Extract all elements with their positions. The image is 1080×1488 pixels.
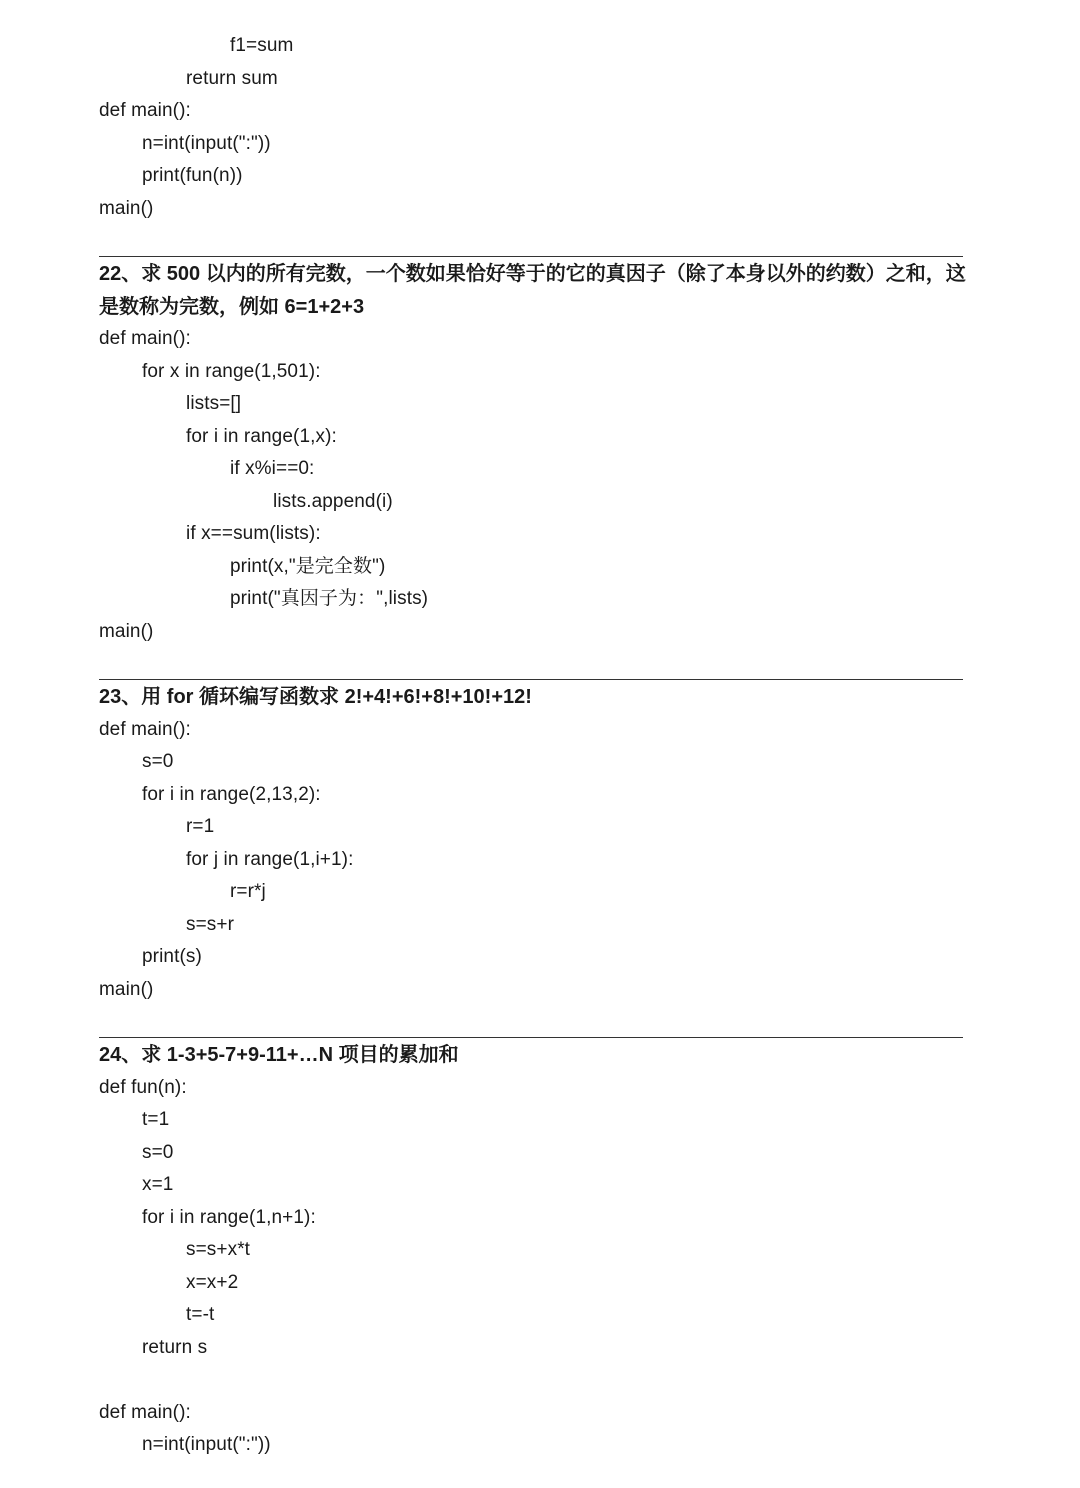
- problem-24-heading: 24、求 1-3+5-7+9-11+…N 项目的累加和: [99, 1044, 459, 1066]
- code-line: s=0: [142, 1142, 174, 1163]
- code-line: for i in range(1,n+1):: [142, 1207, 316, 1228]
- code-line: def main():: [99, 1402, 191, 1423]
- code-line: s=0: [142, 751, 174, 772]
- code-line: s=s+x*t: [186, 1239, 251, 1260]
- problem-22-heading: 22、求 500 以内的所有完数，一个数如果恰好等于的它的真因子（除了本身以外的约数）之和，这是数称为完数，例如 6=1+2+3: [99, 263, 966, 318]
- code-line: print("真因子为：",lists): [230, 588, 429, 609]
- code-line: s=s+r: [186, 914, 235, 935]
- code-line: r=r*j: [230, 881, 266, 902]
- code-line: x=1: [142, 1174, 174, 1195]
- code-line: def fun(n):: [99, 1077, 187, 1098]
- code-line: if x%i==0:: [230, 458, 315, 479]
- section-divider: [99, 679, 963, 680]
- code-line: t=-t: [186, 1304, 215, 1325]
- code-line: lists.append(i): [273, 491, 393, 512]
- code-line: return sum: [186, 68, 278, 89]
- code-line: main(): [99, 979, 154, 1000]
- section-divider: [99, 256, 963, 257]
- code-line: for j in range(1,i+1):: [186, 849, 354, 870]
- code-line: for i in range(1,x):: [186, 426, 337, 447]
- code-line: main(): [99, 621, 154, 642]
- section-divider: [99, 1037, 963, 1038]
- code-line: f1=sum: [230, 35, 294, 56]
- code-line: if x==sum(lists):: [186, 523, 321, 544]
- code-line: for i in range(2,13,2):: [142, 784, 321, 805]
- code-line: lists=[]: [186, 393, 242, 414]
- code-line: print(fun(n)): [142, 165, 243, 186]
- code-line: def main():: [99, 100, 191, 121]
- problem-23-heading: 23、用 for 循环编写函数求 2!+4!+6!+8!+10!+12!: [99, 686, 532, 708]
- code-line: print(s): [142, 946, 202, 967]
- code-line: print(x,"是完全数"): [230, 556, 386, 577]
- code-line: n=int(input(":")): [142, 133, 271, 154]
- code-line: r=1: [186, 816, 215, 837]
- code-line: t=1: [142, 1109, 170, 1130]
- code-line: for x in range(1,501):: [142, 361, 321, 382]
- code-line: return s: [142, 1337, 208, 1358]
- code-line: def main():: [99, 719, 191, 740]
- code-line: main(): [99, 198, 154, 219]
- code-line: def main():: [99, 328, 191, 349]
- code-line: x=x+2: [186, 1272, 239, 1293]
- code-line: n=int(input(":")): [142, 1434, 271, 1455]
